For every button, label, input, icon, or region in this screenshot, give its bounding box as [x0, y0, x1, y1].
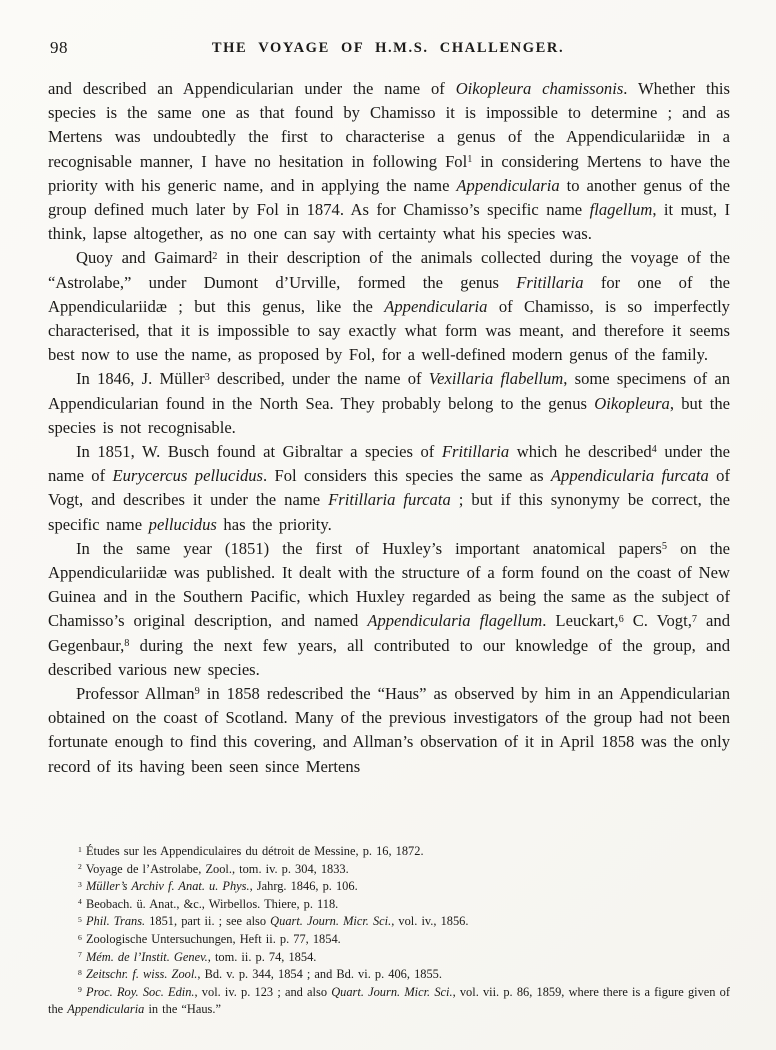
footnote: $^7$ Mém. de l’Instit. Genev., tom. ii. p. 74, 1854.: [78, 949, 317, 964]
footnotes: [48, 843, 730, 1019]
paragraph: In 1846, J. Müller$^3$ described, under the name of Vexillaria flabellum, some specimens of an Appendicularian found in the North Sea. They probably belong to the genus Oikopleura, but the species is not recognisable.: [48, 369, 730, 437]
paragraph: Quoy and Gaimard$^2$ in their description of the animals collected during the voyage of the “Astrolabe,” under Dumont d’Urville, formed the genus Fritillaria for one of the Appendiculariidæ ; but this genus, like the Appendicularia of Chamisso, is so imperfectly characterised, that it is impossible to say exactly what form was meant, and therefore it seems best now to use the name, as proposed by Fol, for a well-defined modern genus of the family.: [48, 248, 730, 365]
page-header: [48, 37, 728, 61]
footnote: $^1$ Études sur les Appendiculaires du détroit de Messine, p. 16, 1872.: [78, 844, 424, 858]
footnote: $^2$ Voyage de l’Astrolabe, Zool., tom. iv. p. 304, 1833.: [78, 861, 349, 876]
footnote: $^3$ Müller’s Archiv f. Anat. u. Phys., Jahrg. 1846, p. 106.: [78, 879, 358, 894]
paragraph: In the same year (1851) the first of Huxley’s important anatomical papers$^5$ on the Appendiculariidæ was published. It dealt with the structure of a form found on the coast of New Guinea and in the Southern Pacific, which Huxley regarded as being the same as the subject of Chamisso’s original description, and named Appendicularia flagellum. Leuckart,$^6$ C. Vogt,$^7$ and Gegenbaur,$^8$ during the next few years, all contributed to our knowledge of the group, and described various new species.: [48, 538, 730, 679]
paragraph: In 1851, W. Busch found at Gibraltar a species of Fritillaria which he described$^4$ under the name of Eurycercus pellucidus. Fol considers this species the same as Appendicularia furcata of Vogt, and describes it under the name Fritillaria furcata ; but if this synonymy be correct, the specific name pellucidus has the priority.: [48, 442, 731, 534]
footnote: $^5$ Phil. Trans. 1851, part ii. ; see also Quart. Journ. Micr. Sci., vol. iv., 1856.: [78, 914, 469, 929]
paragraph: and described an Appendicularian under the name of Oikopleura chamissonis. Whether this species is the same one as that found by Chamisso it is impossible to determine ; and as Mertens was undoubtedly the first to characterise a genus of the Appendiculariidæ in a recognisable manner, I have no hesitation in following Fol$^1$ in considering Mertens to have the priority with his generic name, and in applying the name Appendicularia to another genus of the group defined much later by Fol in 1874. As for Chamisso’s specific name flagellum, it must, I think, lapse altogether, as no one can say with certainty what his species was.: [48, 79, 731, 244]
footnote: $^6$ Zoologische Untersuchungen, Heft ii. p. 77, 1854.: [78, 931, 341, 946]
footnote: $^9$ Proc. Roy. Soc. Edin., vol. iv. p. 123 ; and also Quart. Journ. Micr. Sci., vol. vii. p. 86, 1859, where there is a figure given of the Appendicularia in the “Haus.”: [48, 984, 730, 1017]
running-title: THE VOYAGE OF H.M.S. CHALLENGER.: [211, 40, 565, 56]
footnote: $^8$ Zeitschr. f. wiss. Zool., Bd. v. p. 344, 1854 ; and Bd. vi. p. 406, 1855.: [78, 967, 442, 982]
footnote: $^4$ Beobach. ü. Anat., &c., Wirbellos. Thiere, p. 118.: [78, 896, 339, 911]
page-number: 98: [50, 38, 68, 57]
paragraph: Professor Allman$^9$ in 1858 redescribed the “Haus” as observed by him in an Appendicularian obtained on the coast of Scotland. Many of the previous investigators of the group had not been fortunate enough to find this covering, and Allman’s observation of it in April 1858 was the only record of its having been seen since Mertens: [48, 684, 730, 776]
body-text: [48, 77, 730, 779]
